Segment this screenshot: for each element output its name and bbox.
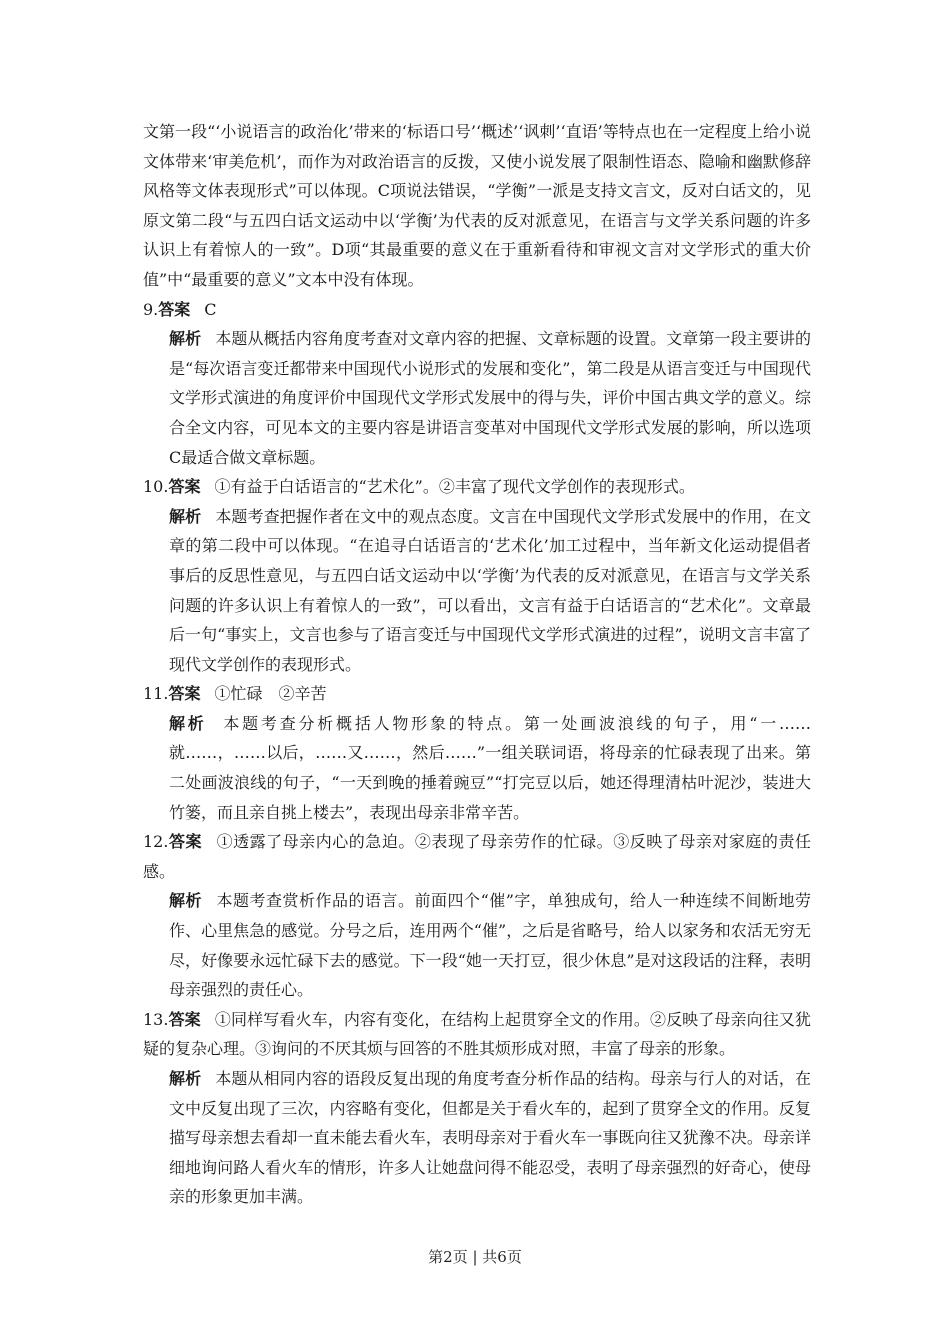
analysis-text: 本题考查赏析作品的语言。前面四个“催”字，单独成句，给人一种连续不间断地劳作、心里焦急的感觉。分号之后，连用两个“催”，之后是省略号，给人以家务和农活无穷无尽，好像要永远忙碌下去的感觉。下一段“她一天打豆，很少休息”是对这段话的注释，表明母亲强烈的责任心。 <box>169 891 811 1000</box>
answer-label: 答案 <box>168 477 201 497</box>
analysis-text: 本题从概括内容角度考查对文章内容的把握、文章标题的设置。文章第一段主要讲的是“每次语言变迁都带来中国现代小说形式的发展和变化”，第二段是从语言变迁与中国现代文学形式演进的角度评价中国现代文学形式发展中的得与失，评价中国古典文学的意义。综合全文内容，可见本文的主要内容是讲语言变革对中国现代文学形式发展的影响，所以选项C最适合做文章标题。 <box>169 329 811 467</box>
answer-line-11 <box>143 679 811 709</box>
answer-text: ①同样写看火车，内容有变化，在结构上起贯穿全文的作用。②反映了母亲向往又犹疑的复杂心理。③询问的不厌其烦与回答的不胜其烦形成对照，丰富了母亲的形象。 <box>143 1009 811 1059</box>
answer-line-13 <box>143 1005 811 1064</box>
answer-label: 答案 <box>168 832 203 852</box>
answer-text: ①有益于白话语言的“艺术化”。②丰富了现代文学创作的表现形式。 <box>214 477 695 497</box>
item-number: 12. <box>143 832 169 852</box>
answer-line-10 <box>143 472 811 502</box>
intro-paragraph: 文第一段“‘小说语言的政治化’带来的‘标语口号’‘概述’‘讽刺’‘直语’等特点也在一定程度上给小说文体带来‘审美危机’，而作为对政治语言的反拨，又使小说发展了限制性语态、隐喻和幽默修辞风格等文体表现形式”可以体现。C项说法错误，“学衡”一派是支持文言文，反对白话文的，见原文第二段“与五四白话文运动中以‘学衡’为代表的反对派意见，在语言与文学关系问题的许多认识上有着惊人的一致”。D项“其最重要的意义在于重新看待和审视文言对文学形式的重大价值”中“最重要的意义”文本中没有体现。 <box>143 122 811 289</box>
answer-label: 答案 <box>168 684 201 704</box>
analysis-text: 本题从相同内容的语段反复出现的角度考查分析作品的结构。母亲与行人的对话，在文中反复出现了三次，内容略有变化，但都是关于看火车的，起到了贯穿全文的作用。反复描写母亲想去看却一直未能去看火车，表明母亲对于看火车一事既向往又犹豫不决。母亲详细地询问路人看火车的情形，许多人让她盘问得不能忍受，表明了母亲强烈的好奇心，使母亲的形象更加丰满。 <box>169 1069 811 1207</box>
analysis-label: 解析 <box>169 713 207 733</box>
answer-label: 答案 <box>158 299 191 319</box>
answer-label: 答案 <box>168 1009 201 1029</box>
answer-line-9 <box>143 295 811 325</box>
page-content <box>143 117 811 1212</box>
item-number: 9. <box>143 299 159 319</box>
answer-text: ①忙碌 ②辛苦 <box>214 684 327 704</box>
analysis-label: 解析 <box>169 891 203 911</box>
analysis-paragraph-10 <box>143 502 811 680</box>
analysis-text: 本题考查把握作者在文中的观点态度。文言在中国现代文学形式发展中的作用，在文章的第二段中可以体现。“在追寻白话语言的‘艺术化’加工过程中，当年新文化运动提倡者事后的反思性意见，与五四白话文运动中以‘学衡’为代表的反对派意见，在语言与文学关系问题的许多认识上有着惊人的一致”，可以看出，文言有益于白话语言的“艺术化”。文章最后一句“事实上，文言也参与了语言变迁与中国现代文学形式演进的过程”，说明文言丰富了现代文学创作的表现形式。 <box>169 506 811 674</box>
item-number: 13. <box>143 1009 169 1029</box>
analysis-label: 解析 <box>169 506 202 526</box>
analysis-paragraph-9 <box>143 324 811 472</box>
analysis-paragraph-11 <box>143 709 811 827</box>
answer-text: ①透露了母亲内心的急迫。②表现了母亲劳作的忙碌。③反映了母亲对家庭的责任感。 <box>143 832 811 881</box>
answer-line-12 <box>143 827 811 886</box>
answer-text: C <box>204 299 217 319</box>
analysis-label: 解析 <box>169 329 202 349</box>
analysis-label: 解析 <box>169 1069 202 1088</box>
analysis-paragraph-12 <box>143 886 811 1004</box>
item-number: 10. <box>143 477 169 497</box>
analysis-paragraph-13 <box>143 1064 811 1212</box>
page-footer: 第2页 | 共6页 <box>428 1248 522 1266</box>
item-number: 11. <box>143 684 169 704</box>
analysis-text: 本题考查分析概括人物形象的特点。第一处画波浪线的句子，用“一……就……，……以后，……又……，然后……”一组关联词语，将母亲的忙碌表现了出来。第二处画波浪线的句子，“一天到晚的捶着豌豆”“打完豆以后，她还得理清枯叶泥沙，装进大竹篓，而且亲自挑上楼去”，表现出母亲非常辛苦。 <box>169 713 811 822</box>
